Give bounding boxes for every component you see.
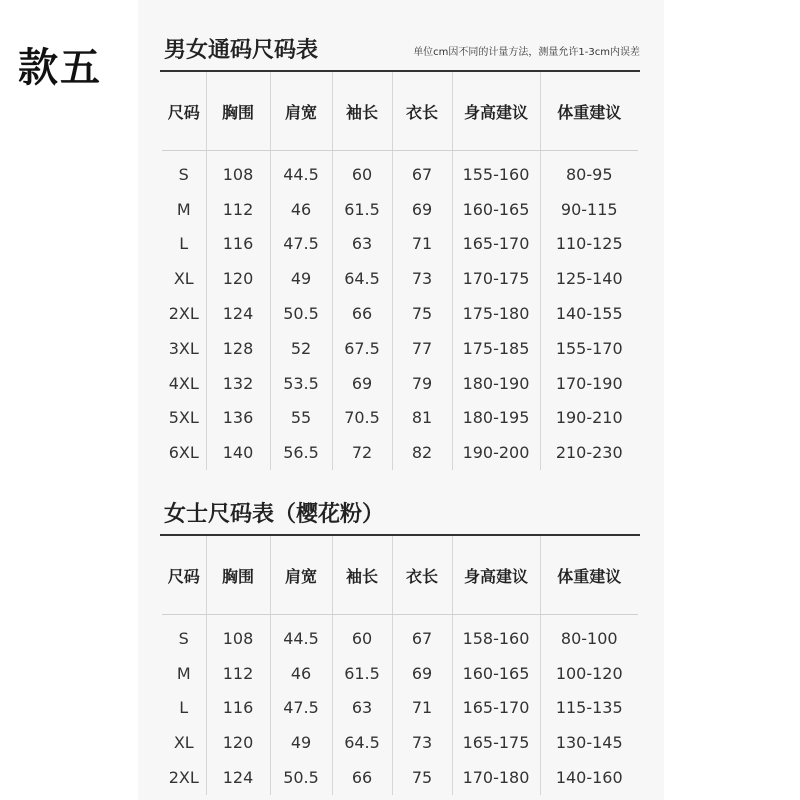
table-cell: 165-170 xyxy=(452,691,540,726)
table-cell: 50.5 xyxy=(270,760,332,795)
table-cell: 77 xyxy=(392,331,452,366)
table-cell: XL xyxy=(173,733,194,753)
table-cell: 81 xyxy=(392,401,452,436)
table-cell: 69 xyxy=(332,366,392,401)
table-cell: 71 xyxy=(392,691,452,726)
table-cell: 124 xyxy=(206,296,270,331)
table-row xyxy=(162,435,638,470)
table-cell: 46 xyxy=(270,192,332,227)
table-cell: 125-140 xyxy=(540,261,638,296)
table-cell: 2XL xyxy=(168,304,199,324)
women-body xyxy=(162,615,638,795)
table-cell: 116 xyxy=(206,691,270,726)
women-header xyxy=(160,490,640,536)
table-cell: 112 xyxy=(206,656,270,691)
table-cell: 110-125 xyxy=(540,227,638,262)
table-row xyxy=(162,656,638,691)
table-cell: 66 xyxy=(332,296,392,331)
table-cell: 165-175 xyxy=(452,725,540,760)
style-label: 款五 xyxy=(18,45,102,91)
column-header: 胸围 xyxy=(206,536,270,615)
table-cell: 180-190 xyxy=(452,366,540,401)
table-cell: 67 xyxy=(392,151,452,192)
table-cell: S xyxy=(178,628,189,648)
table-cell: 132 xyxy=(206,366,270,401)
table-cell: 67 xyxy=(392,615,452,656)
column-header: 体重建议 xyxy=(540,72,638,151)
table-cell: 4XL xyxy=(168,373,199,393)
table-cell: 49 xyxy=(270,261,332,296)
table-cell: 47.5 xyxy=(270,227,332,262)
table-cell: L xyxy=(179,698,189,718)
table-cell: 75 xyxy=(392,296,452,331)
table-cell: 50.5 xyxy=(270,296,332,331)
table-cell: 175-185 xyxy=(452,331,540,366)
table-cell: 73 xyxy=(392,725,452,760)
table-cell: 56.5 xyxy=(270,435,332,470)
table-cell: 190-200 xyxy=(452,435,540,470)
table-cell: 63 xyxy=(332,691,392,726)
column-header: 衣长 xyxy=(392,72,452,151)
column-header: 尺码 xyxy=(162,72,206,151)
table-cell: 108 xyxy=(206,615,270,656)
column-header: 肩宽 xyxy=(270,536,332,615)
table-cell: 82 xyxy=(392,435,452,470)
table-row xyxy=(162,261,638,296)
column-header: 肩宽 xyxy=(270,72,332,151)
table-row xyxy=(162,401,638,436)
column-header: 体重建议 xyxy=(540,536,638,615)
table-cell: 53.5 xyxy=(270,366,332,401)
table-cell: 155-170 xyxy=(540,331,638,366)
measurement-note: 单位cm因不同的计量方法，测量允许1-3cm内误差 xyxy=(413,47,640,58)
column-header: 尺码 xyxy=(162,536,206,615)
table-cell: 61.5 xyxy=(332,192,392,227)
unisex-header-row xyxy=(162,72,638,151)
table-cell: 120 xyxy=(206,725,270,760)
column-header: 身高建议 xyxy=(452,72,540,151)
women-title: 女士尺码表（樱花粉） xyxy=(164,502,385,527)
table-cell: 61.5 xyxy=(332,656,392,691)
table-cell: 124 xyxy=(206,760,270,795)
unisex-header xyxy=(160,20,640,72)
unisex-title: 男女通码尺码表 xyxy=(164,38,319,63)
table-cell: XL xyxy=(173,269,194,289)
table-cell: 73 xyxy=(392,261,452,296)
table-cell: 60 xyxy=(332,151,392,192)
table-cell: 140-155 xyxy=(540,296,638,331)
table-cell: 190-210 xyxy=(540,401,638,436)
table-cell: S xyxy=(178,164,189,184)
table-cell: 52 xyxy=(270,331,332,366)
table-cell: 130-145 xyxy=(540,725,638,760)
column-header: 袖长 xyxy=(332,72,392,151)
table-cell: 2XL xyxy=(168,768,199,788)
table-cell: 44.5 xyxy=(270,151,332,192)
table-cell: 49 xyxy=(270,725,332,760)
table-cell: 165-170 xyxy=(452,227,540,262)
table-cell: 210-230 xyxy=(540,435,638,470)
table-cell: 155-160 xyxy=(452,151,540,192)
table-cell: 60 xyxy=(332,615,392,656)
table-cell: 63 xyxy=(332,227,392,262)
column-header: 衣长 xyxy=(392,536,452,615)
table-cell: 140-160 xyxy=(540,760,638,795)
table-cell: 5XL xyxy=(168,408,199,428)
table-row xyxy=(162,760,638,795)
table-cell: 140 xyxy=(206,435,270,470)
table-cell: 70.5 xyxy=(332,401,392,436)
table-cell: 67.5 xyxy=(332,331,392,366)
table-row xyxy=(162,725,638,760)
table-cell: 100-120 xyxy=(540,656,638,691)
column-header: 胸围 xyxy=(206,72,270,151)
table-cell: 6XL xyxy=(168,443,199,463)
table-cell: 120 xyxy=(206,261,270,296)
table-cell: 170-180 xyxy=(452,760,540,795)
table-cell: 64.5 xyxy=(332,261,392,296)
table-cell: 108 xyxy=(206,151,270,192)
table-cell: 170-190 xyxy=(540,366,638,401)
table-cell: 64.5 xyxy=(332,725,392,760)
table-cell: 69 xyxy=(392,192,452,227)
unisex-body xyxy=(162,151,638,471)
table-cell: 72 xyxy=(332,435,392,470)
table-cell: 115-135 xyxy=(540,691,638,726)
column-header: 袖长 xyxy=(332,536,392,615)
table-row xyxy=(162,227,638,262)
women-size-table xyxy=(162,536,638,795)
table-row xyxy=(162,151,638,192)
table-cell: 79 xyxy=(392,366,452,401)
table-cell: 47.5 xyxy=(270,691,332,726)
table-row xyxy=(162,691,638,726)
table-cell: 136 xyxy=(206,401,270,436)
table-row xyxy=(162,331,638,366)
table-cell: 46 xyxy=(270,656,332,691)
unisex-size-table xyxy=(162,72,638,470)
table-cell: 66 xyxy=(332,760,392,795)
table-cell: 160-165 xyxy=(452,192,540,227)
table-cell: 128 xyxy=(206,331,270,366)
table-cell: 55 xyxy=(270,401,332,436)
table-cell: 116 xyxy=(206,227,270,262)
table-cell: L xyxy=(179,234,189,254)
table-cell: 80-95 xyxy=(540,151,638,192)
table-row xyxy=(162,296,638,331)
table-cell: 160-165 xyxy=(452,656,540,691)
table-cell: 71 xyxy=(392,227,452,262)
women-header-row xyxy=(162,536,638,615)
table-cell: 90-115 xyxy=(540,192,638,227)
table-cell: 44.5 xyxy=(270,615,332,656)
table-cell: 69 xyxy=(392,656,452,691)
table-row xyxy=(162,192,638,227)
table-cell: 80-100 xyxy=(540,615,638,656)
table-row xyxy=(162,615,638,656)
table-cell: 175-180 xyxy=(452,296,540,331)
table-cell: 112 xyxy=(206,192,270,227)
table-cell: 170-175 xyxy=(452,261,540,296)
table-cell: 158-160 xyxy=(452,615,540,656)
table-row xyxy=(162,366,638,401)
column-header: 身高建议 xyxy=(452,536,540,615)
table-cell: 75 xyxy=(392,760,452,795)
table-cell: M xyxy=(176,199,191,219)
table-cell: 3XL xyxy=(168,338,199,358)
table-cell: M xyxy=(176,663,191,683)
table-cell: 180-195 xyxy=(452,401,540,436)
